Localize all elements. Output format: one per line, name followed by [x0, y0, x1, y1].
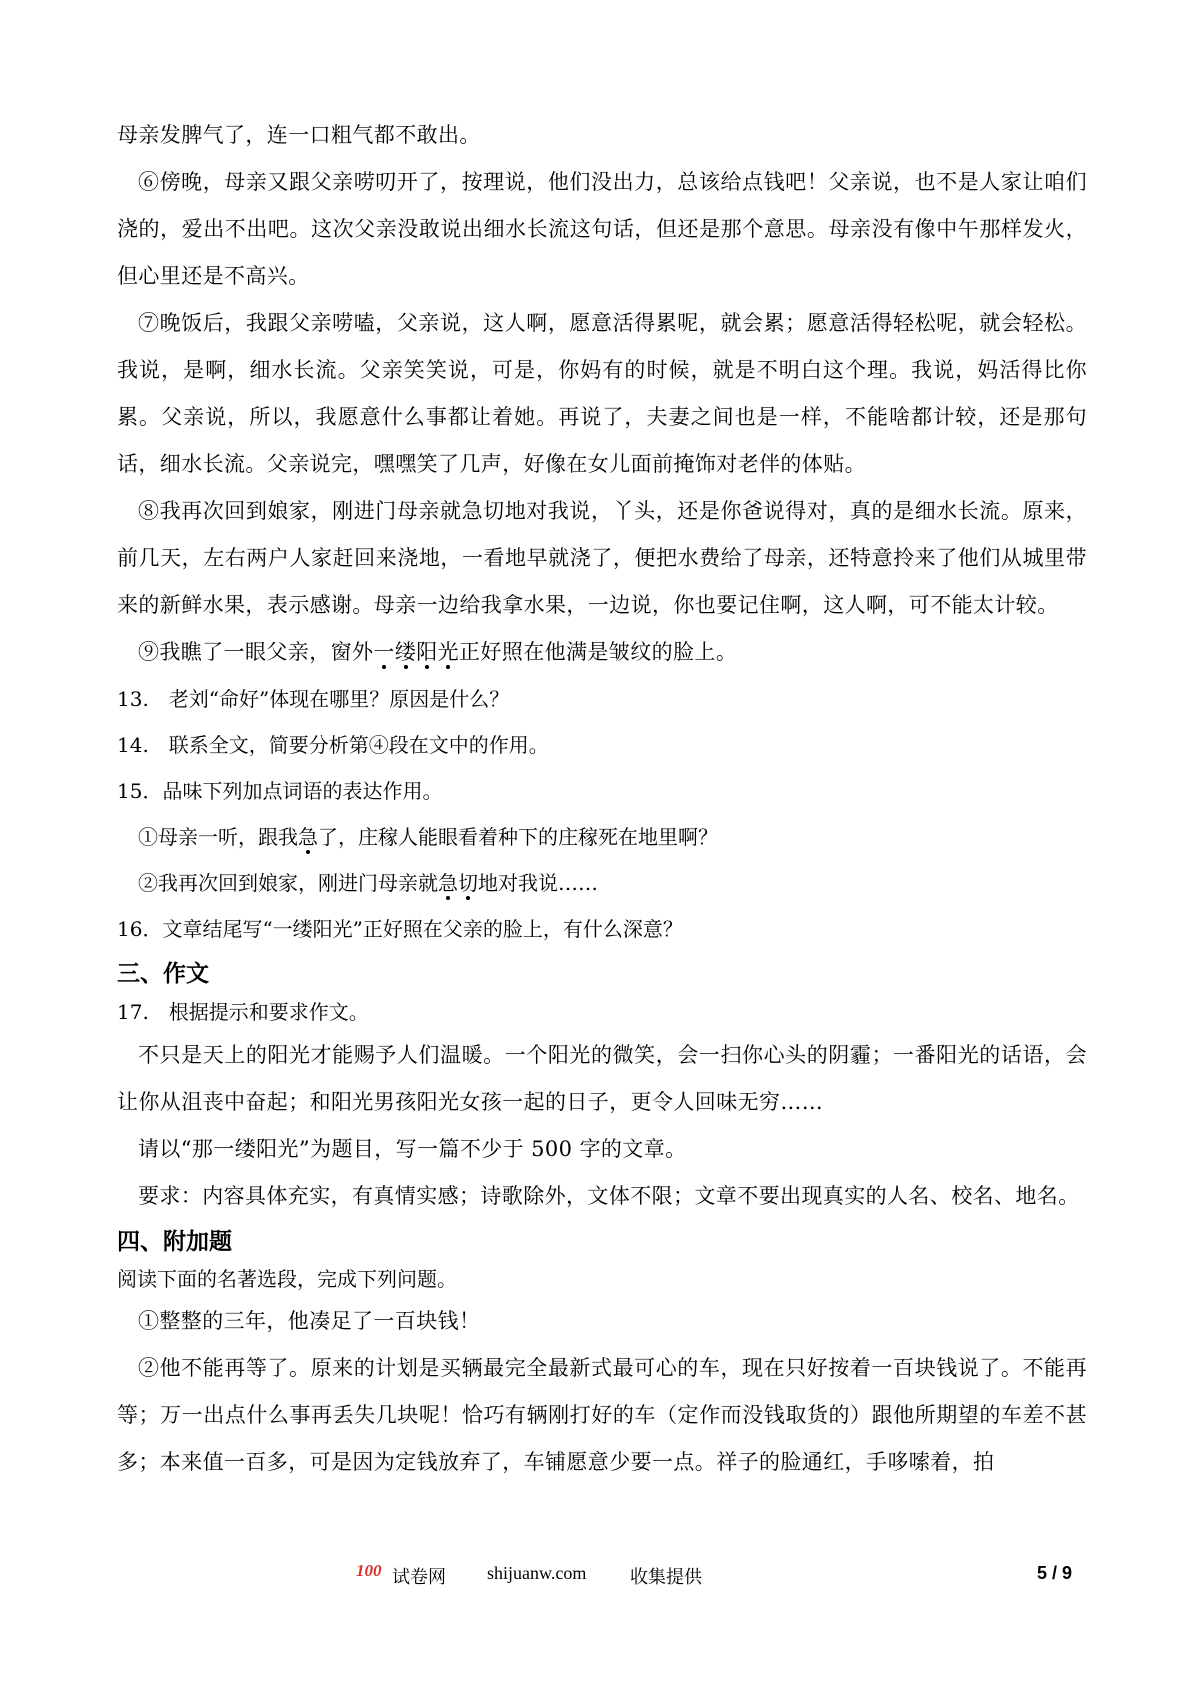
emphasis-char: 光	[437, 640, 460, 664]
q15-1-text-after: 了，庄稼人能眼看着种下的庄稼死在地里啊？	[318, 825, 718, 849]
paragraph-9	[117, 629, 1087, 676]
emphasis-char: 阳	[416, 640, 438, 664]
section-heading-extra: 四、附加题	[117, 1229, 232, 1255]
emphasis-char: 一	[373, 640, 395, 664]
provided-by: 收集提供	[630, 1567, 702, 1587]
page-footer	[0, 1561, 1191, 1591]
document-body	[117, 112, 1087, 1486]
q15-2-text-after: 地对我说……	[478, 871, 598, 895]
composition-title-requirement: 请以“那一缕阳光”为题目，写一篇不少于 500 字的文章。	[138, 1137, 687, 1161]
question-13: 13. 老刘“命好”体现在哪里？原因是什么？	[117, 687, 510, 711]
site-name: 试卷网	[392, 1567, 446, 1587]
composition-prompt: 不只是天上的阳光才能赐予人们温暖。一个阳光的微笑，会一扫你心头的阴霾；一番阳光的话语，会让你从沮丧中奋起；和阳光男孩阳光女孩一起的日子，更令人回味无穷……	[117, 1043, 1087, 1114]
question-15-item-2	[117, 860, 1087, 906]
paragraph-8: ⑧我再次回到娘家，刚进门母亲就急切地对我说，丫头，还是你爸说得对，真的是细水长流。原来，前几天，左右两户人家赶回来浇地，一看地早就浇了，便把水费给了母亲，还特意拎来了他们从城里带来的新鲜水果，表示感谢。母亲一边给我拿水果，一边说，你也要记住啊，这人啊，可不能太计较。	[117, 499, 1087, 617]
paragraph-9-text-before: ⑨我瞧了一眼父亲，窗外	[138, 640, 374, 664]
site-url[interactable]: shijuanw.com	[487, 1563, 587, 1583]
excerpt-1: ①整整的三年，他凑足了一百块钱！	[138, 1309, 481, 1333]
dotted-word-ji	[298, 825, 318, 849]
question-14: 14. 联系全文，简要分析第④段在文中的作用。	[117, 733, 549, 757]
paragraph-continuation: 母亲发脾气了，连一口粗气都不敢出。	[117, 123, 481, 147]
paragraph-9-text-after: 正好照在他满是皱纹的脸上。	[459, 640, 738, 664]
excerpt-2: ②他不能再等了。原来的计划是买辆最完全最新式最可心的车，现在只好按着一百块钱说了。不能再等；万一出点什么事再丢失几块呢！恰巧有辆刚打好的车（定作而没钱取货的）跟他所期望的车差不甚多；本来值一百多，可是因为定钱放弃了，车铺愿意少要一点。祥子的脸通红，手哆嗦着，拍	[117, 1356, 1087, 1474]
composition-requirements: 要求：内容具体充实，有真情实感；诗歌除外，文体不限；文章不要出现真实的人名、校名、地名。	[138, 1184, 1080, 1208]
dotted-word-jiqie	[438, 871, 478, 895]
emphasis-char: 急	[438, 871, 458, 895]
dotted-phrase-sunlight	[373, 640, 459, 664]
emphasis-char: 急	[298, 825, 318, 849]
site-logo: 100	[356, 1561, 382, 1580]
question-17: 17. 根据提示和要求作文。	[117, 1000, 369, 1024]
page-number: 5 / 9	[1037, 1563, 1073, 1583]
paragraph-6: ⑥傍晚，母亲又跟父亲唠叨开了，按理说，他们没出力，总该给点钱吧！父亲说，也不是人家让咱们浇的，爱出不出吧。这次父亲没敢说出细水长流这句话，但还是那个意思。母亲没有像中午那样发火，但心里还是不高兴。	[117, 170, 1087, 288]
question-15-item-1	[117, 814, 1087, 860]
question-16: 16．文章结尾写“一缕阳光”正好照在父亲的脸上，有什么深意？	[117, 917, 683, 941]
extra-intro: 阅读下面的名著选段，完成下列问题。	[117, 1267, 457, 1291]
emphasis-char: 缕	[394, 640, 417, 664]
q15-2-text-before: ②我再次回到娘家，刚进门母亲就	[138, 871, 438, 895]
question-15: 15．品味下列加点词语的表达作用。	[117, 779, 443, 803]
q15-1-text-before: ①母亲一听，跟我	[138, 825, 298, 849]
emphasis-char: 切	[458, 871, 478, 895]
section-heading-composition: 三、作文	[117, 961, 209, 987]
paragraph-7: ⑦晚饭后，我跟父亲唠嗑，父亲说，这人啊，愿意活得累呢，就会累；愿意活得轻松呢，就会轻松。我说，是啊，细水长流。父亲笑笑说，可是，你妈有的时候，就是不明白这个理。我说，妈活得比你累。父亲说，所以，我愿意什么事都让着她。再说了，夫妻之间也是一样，不能啥都计较，还是那句话，细水长流。父亲说完，嘿嘿笑了几声，好像在女儿面前掩饰对老伴的体贴。	[117, 311, 1087, 476]
